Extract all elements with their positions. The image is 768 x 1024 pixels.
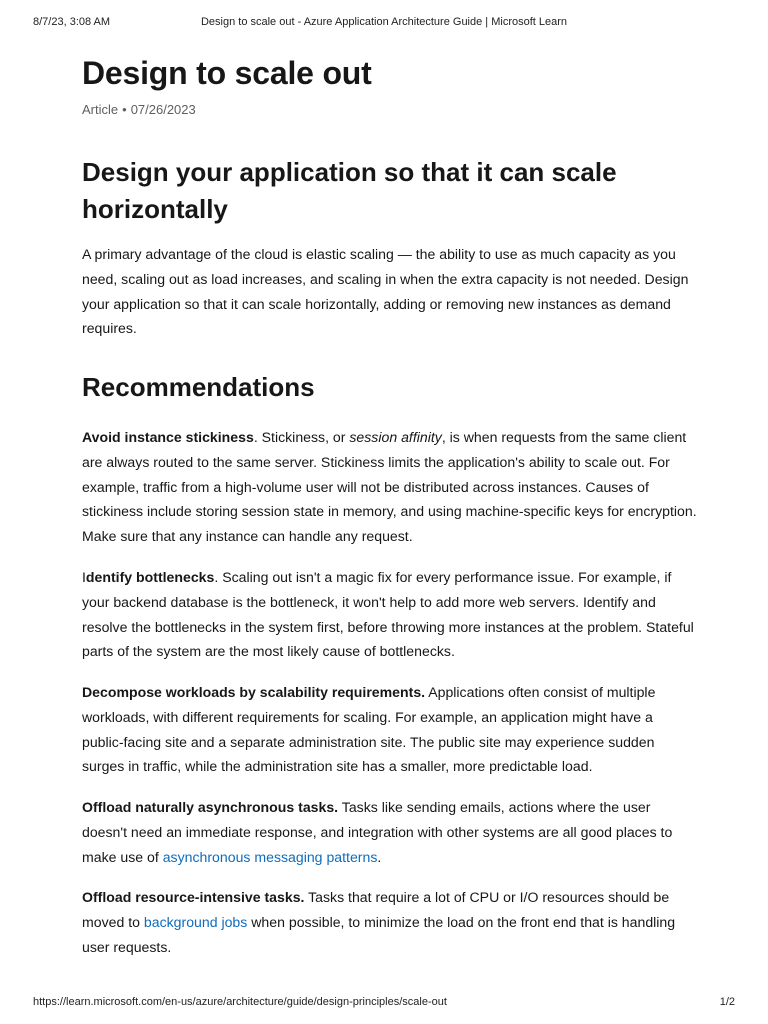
article-meta: [82, 102, 196, 117]
recommendation-lead: Avoid instance stickiness: [82, 429, 254, 445]
page-title: Design to scale out: [82, 55, 372, 91]
recommendation-lead: Offload naturally asynchronous tasks.: [82, 799, 339, 815]
recommendation-stickiness: Avoid instance stickiness. Stickiness, or session affinity, is when requests from the same client are always routed to the same server. Stickiness limits the application's ability to scale out. For example, traffic from a high-volume user will not be distributed across instances. Causes of stickiness include storing session state in memory, and using machine-specific keys for encryption. Make sure that any instance can handle any request.: [82, 429, 697, 545]
recommendation-decompose: Decompose workloads by scalability requirements. Applications often consist of multiple workloads, with different requirements for scaling. For example, an application might have a public-facing site and a separate administration site. The public site may experience sudden surges in traffic, while the administration site has a smaller, more predictable load.: [82, 684, 656, 775]
print-url: https://learn.microsoft.com/en-us/azure/architecture/guide/design-principles/scale-out: [33, 996, 447, 1008]
session-affinity-term: session affinity: [349, 429, 442, 445]
meta-separator: •: [122, 102, 127, 117]
recommendation-lead: Offload resource-intensive tasks.: [82, 889, 305, 905]
recommendation-resource-intensive: Offload resource-intensive tasks. Tasks that require a lot of CPU or I/O resources should be moved to background jobs when possible, to minimize the load on the front end that is handling user requests.: [82, 889, 676, 955]
recommendation-lead: dentify bottlenecks: [85, 569, 215, 585]
page-number: 1/2: [719, 996, 735, 1008]
recommendation-bottlenecks: Identify bottlenecks. Scaling out isn't a magic fix for every performance issue. For example, if your backend database is the bottleneck, it won't help to add more web servers. Identify and resolve the bottlenecks in the system first, before throwing more instances at the problem. Stateful parts of the system are the most likely cause of bottlenecks.: [82, 569, 694, 660]
print-datetime: 8/7/23, 3:08 AM: [33, 16, 111, 28]
print-page-title: Design to scale out - Azure Application Architecture Guide | Microsoft Learn: [200, 16, 568, 28]
article-date: 07/26/2023: [130, 102, 196, 117]
print-header: [0, 16, 768, 30]
print-footer: [0, 996, 768, 1010]
background-jobs-link[interactable]: background jobs: [143, 913, 248, 930]
async-messaging-link[interactable]: asynchronous messaging patterns: [162, 848, 378, 865]
intro-heading: Design your application so that it can scale horizontally: [82, 157, 617, 224]
recommendations-heading: Recommendations: [82, 372, 315, 402]
intro-paragraph: A primary advantage of the cloud is elastic scaling — the ability to use as much capacity as you need, scaling out as load increases, and scaling in when the extra capacity is not needed. Design your application so that it can scale horizontally, adding or removing new instances as demand requires.: [82, 246, 689, 337]
recommendation-lead: Decompose workloads by scalability requirements.: [82, 684, 426, 700]
recommendation-async: Offload naturally asynchronous tasks. Tasks like sending emails, actions where the user doesn't need an immediate response, and integration with other systems are all good places to make use of asynchronous messaging patterns.: [82, 799, 673, 865]
article-type: Article: [82, 102, 119, 117]
